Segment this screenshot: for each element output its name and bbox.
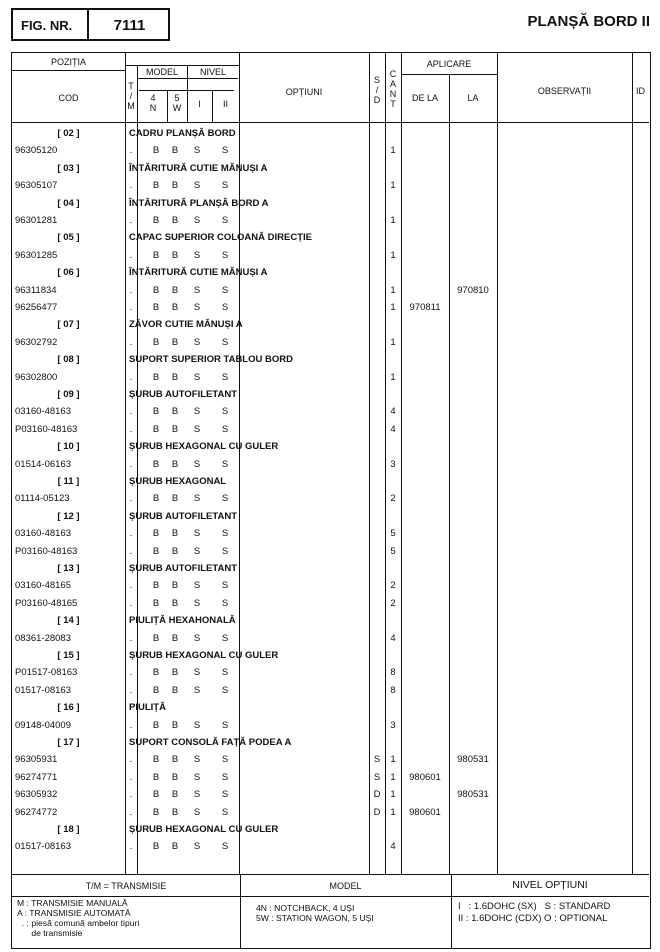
section-name: ȘURUB HEXAGONAL CU GULER	[129, 441, 279, 453]
section-name: ȘURUB AUTOFILETANT	[129, 510, 238, 522]
model-4n-cell: B	[152, 528, 160, 540]
nivel-ii-cell: S	[221, 145, 229, 157]
part-code: 03160-48165	[15, 580, 71, 592]
quantity-cell: 3	[390, 719, 396, 731]
model-4n-cell: B	[152, 493, 160, 505]
date-from-cell: 980601	[409, 806, 441, 818]
model-4n-cell: B	[152, 180, 160, 192]
part-code: 01114-05123	[15, 493, 70, 505]
quantity-cell: 1	[390, 771, 396, 783]
part-code: 08361-28083	[15, 632, 71, 644]
nivel-ii-cell: S	[221, 284, 229, 296]
date-from-cell: 970811	[409, 302, 441, 313]
model-4n-cell: B	[152, 719, 160, 731]
nivel-ii-cell: S	[221, 806, 229, 818]
quantity-cell: 1	[390, 249, 396, 261]
model-5w-cell: B	[171, 215, 179, 226]
part-code: P03160-48165	[15, 597, 78, 609]
position-number: [ 16 ]	[57, 702, 80, 714]
col-aplicare: APLICARE	[426, 59, 472, 69]
quantity-cell: 1	[390, 371, 396, 383]
model-5w-cell: B	[171, 806, 179, 818]
model-4n-cell: B	[152, 597, 160, 609]
nivel-ii-cell: S	[221, 215, 229, 226]
nivel-ii-cell: S	[221, 632, 229, 644]
part-code: 96302800	[15, 371, 58, 383]
quantity-cell: 1	[390, 180, 396, 192]
part-code: 96301281	[15, 215, 58, 226]
nivel-ii-cell: S	[221, 789, 229, 801]
col-nivel: NIVEL	[199, 67, 226, 77]
model-5w-cell: B	[171, 336, 179, 348]
footer-header-line	[12, 896, 649, 897]
model-4n-cell: B	[152, 336, 160, 348]
transmission-cell: .	[129, 302, 133, 313]
nivel-i-cell: S	[193, 771, 201, 783]
position-number: [ 18 ]	[57, 824, 80, 835]
model-5w-cell: B	[171, 789, 179, 801]
quantity-cell: 4	[390, 406, 396, 418]
part-code: 96301285	[15, 249, 58, 261]
part-code: 96305120	[15, 145, 58, 157]
part-code: 01517-08163	[15, 684, 71, 696]
model-5w-cell: B	[171, 423, 179, 435]
col-la: LA	[467, 93, 479, 103]
sd-cell: D	[373, 789, 381, 801]
transmission-cell: .	[129, 528, 133, 540]
model-5w-cell: B	[171, 684, 179, 696]
nivel-i-cell: S	[193, 423, 201, 435]
transmission-cell: .	[129, 336, 133, 348]
model-4n-cell: B	[152, 667, 160, 679]
model-4n-cell: B	[152, 841, 160, 853]
col-sd-2: /	[375, 85, 379, 95]
col-pozitia: POZIȚIA	[50, 57, 86, 67]
quantity-cell: 8	[390, 684, 396, 696]
part-code: 96305931	[15, 754, 58, 766]
quantity-cell: 4	[390, 423, 396, 435]
col-cod: COD	[58, 93, 79, 103]
transmission-cell: .	[129, 754, 133, 766]
nivel-ii-cell: S	[221, 336, 229, 348]
section-name: ȘURUB HEXAGONAL CU GULER	[129, 824, 279, 835]
col-tm-3: M	[127, 101, 135, 111]
part-code: 09148-04009	[15, 719, 71, 731]
parts-table	[11, 52, 651, 949]
part-code: P01517-08163	[15, 667, 78, 679]
nivel-i-cell: S	[193, 249, 201, 261]
nivel-i-cell: S	[193, 493, 201, 505]
position-number: [ 09 ]	[57, 389, 80, 400]
nivel-ii-cell: S	[221, 771, 229, 783]
transmission-cell: .	[129, 789, 133, 801]
nivel-i-cell: S	[193, 719, 201, 731]
model-5w-cell: B	[171, 249, 179, 261]
part-code: 96256477	[15, 302, 58, 313]
grid-line	[239, 53, 240, 874]
quantity-cell: 1	[390, 806, 396, 818]
nivel-ii-cell: S	[221, 406, 229, 418]
nivel-i-cell: S	[193, 754, 201, 766]
footer-tm-line-4: de transmisie	[17, 928, 83, 938]
position-number: [ 02 ]	[57, 128, 80, 139]
model-5w-cell: B	[171, 632, 179, 644]
position-number: [ 17 ]	[57, 737, 80, 748]
section-name: ZĂVOR CUTIE MĂNUȘI A	[129, 319, 243, 331]
col-tm-1: T	[128, 81, 134, 91]
position-number: [ 15 ]	[57, 650, 80, 661]
nivel-ii-cell: S	[221, 719, 229, 731]
nivel-i-cell: S	[193, 684, 201, 696]
transmission-cell: .	[129, 771, 133, 783]
nivel-i-cell: S	[193, 545, 201, 557]
grid-line	[125, 65, 239, 66]
quantity-cell: 3	[390, 458, 396, 470]
model-4n-cell: B	[152, 458, 160, 470]
col-de-la: DE LA	[411, 93, 438, 103]
part-code: 96302792	[15, 336, 58, 348]
nivel-i-cell: S	[193, 302, 201, 313]
section-name: SUPORT CONSOLĂ FAȚĂ PODEA A	[129, 737, 292, 748]
model-4n-cell: B	[152, 580, 160, 592]
part-code: 01514-06163	[15, 458, 71, 470]
grid-line	[137, 65, 138, 874]
model-5w-cell: B	[171, 302, 179, 313]
quantity-cell: 1	[390, 302, 396, 313]
model-5w-cell: B	[171, 180, 179, 192]
col-cant-1: C	[389, 69, 397, 79]
grid-line	[632, 53, 633, 874]
col-sd	[369, 75, 385, 105]
footer-nivel-line-2: II : 1.6DOHC (CDX) O : OPTIONAL	[458, 913, 608, 924]
part-code: P03160-48163	[15, 423, 78, 435]
nivel-ii-cell: S	[221, 545, 229, 557]
part-code: P03160-48163	[15, 545, 78, 557]
position-number: [ 05 ]	[57, 232, 80, 244]
sd-cell: S	[373, 754, 381, 766]
grid-line	[497, 53, 498, 874]
nivel-i-cell: S	[193, 371, 201, 383]
part-code: 96305932	[15, 789, 58, 801]
model-4n-cell: B	[152, 754, 160, 766]
quantity-cell: 1	[390, 215, 396, 226]
quantity-cell: 2	[390, 580, 396, 592]
grid-line	[401, 53, 402, 874]
nivel-i-cell: S	[193, 215, 201, 226]
col-tm-2: /	[129, 91, 133, 101]
quantity-cell: 5	[390, 528, 396, 540]
footer-tm-line-2: A : TRANSMISIE AUTOMATĂ	[17, 908, 131, 918]
transmission-cell: .	[129, 667, 133, 679]
quantity-cell: 1	[390, 789, 396, 801]
col-observatii: OBSERVAȚII	[537, 86, 592, 96]
model-5w-cell: B	[171, 719, 179, 731]
model-5w-cell: B	[171, 458, 179, 470]
section-name: CAPAC SUPERIOR COLOANĂ DIRECȚIE	[129, 232, 312, 244]
quantity-cell: 2	[390, 597, 396, 609]
transmission-cell: .	[129, 249, 133, 261]
nivel-i-cell: S	[193, 841, 201, 853]
footer-top-line	[12, 874, 649, 875]
part-code: 96274771	[15, 771, 58, 783]
nivel-ii-cell: S	[221, 667, 229, 679]
transmission-cell: .	[129, 458, 133, 470]
transmission-cell: .	[129, 145, 133, 157]
transmission-cell: .	[129, 215, 133, 226]
quantity-cell: 4	[390, 841, 396, 853]
col-cant-4: T	[390, 99, 396, 109]
quantity-cell: 1	[390, 754, 396, 766]
model-4n-cell: B	[152, 302, 160, 313]
date-from-cell: 980601	[409, 771, 441, 783]
nivel-ii-cell: S	[221, 371, 229, 383]
section-name: ÎNTĂRITURĂ PLANȘĂ BORD A	[129, 197, 269, 209]
transmission-cell: .	[129, 719, 133, 731]
part-code: 96311834	[15, 284, 57, 296]
transmission-cell: .	[129, 284, 133, 296]
nivel-ii-cell: S	[221, 180, 229, 192]
model-5w-cell: B	[171, 406, 179, 418]
nivel-i-cell: S	[193, 806, 201, 818]
nivel-ii-cell: S	[221, 580, 229, 592]
part-code: 03160-48163	[15, 528, 71, 540]
section-name: SUPORT SUPERIOR TABLOU BORD	[129, 354, 293, 366]
position-number: [ 11 ]	[57, 476, 80, 487]
col-model-5w	[167, 93, 187, 113]
section-name: ȘURUB AUTOFILETANT	[129, 389, 238, 400]
nivel-i-cell: S	[193, 180, 201, 192]
nivel-i-cell: S	[193, 145, 201, 157]
col-nivel-ii: II	[222, 99, 228, 109]
quantity-cell: 5	[390, 545, 396, 557]
col-model-4n	[139, 93, 167, 113]
grid-line	[369, 53, 370, 874]
header-bottom-line	[12, 122, 649, 123]
col-model-4n-2: N	[149, 103, 157, 113]
sd-cell: S	[373, 771, 381, 783]
position-number: [ 10 ]	[57, 441, 80, 453]
col-optiuni: OPȚIUNI	[285, 87, 323, 97]
transmission-cell: .	[129, 632, 133, 644]
model-4n-cell: B	[152, 284, 160, 296]
model-5w-cell: B	[171, 145, 179, 157]
position-number: [ 04 ]	[57, 197, 80, 209]
transmission-cell: .	[129, 580, 133, 592]
part-code: 01517-08163	[15, 841, 71, 853]
nivel-ii-cell: S	[221, 302, 229, 313]
quantity-cell: 1	[390, 284, 396, 296]
model-4n-cell: B	[152, 249, 160, 261]
model-4n-cell: B	[152, 789, 160, 801]
col-model-5w-1: 5	[174, 93, 180, 103]
sd-cell: D	[373, 806, 381, 818]
footer-model-line-2: 5W : STATION WAGON, 5 UȘI	[256, 913, 374, 923]
footer-nivel-line-1: I : 1.6DOHC (SX) S : STANDARD	[458, 901, 611, 912]
model-4n-cell: B	[152, 771, 160, 783]
model-5w-cell: B	[171, 771, 179, 783]
transmission-cell: .	[129, 841, 133, 853]
nivel-ii-cell: S	[221, 684, 229, 696]
position-number: [ 08 ]	[57, 354, 80, 366]
quantity-cell: 2	[390, 493, 396, 505]
section-name: ȘURUB HEXAGONAL	[129, 476, 227, 487]
model-5w-cell: B	[171, 580, 179, 592]
part-code: 96274772	[15, 806, 58, 818]
figure-number-box	[11, 8, 170, 41]
col-model-5w-2: W	[172, 103, 182, 113]
nivel-ii-cell: S	[221, 458, 229, 470]
position-number: [ 14 ]	[57, 615, 80, 627]
section-name: ÎNTĂRITURĂ CUTIE MĂNUȘI A	[129, 162, 268, 174]
nivel-ii-cell: S	[221, 841, 229, 853]
model-4n-cell: B	[152, 215, 160, 226]
quantity-cell: 4	[390, 632, 396, 644]
section-name: PIULIȚĂ	[129, 702, 166, 714]
grid-line	[12, 70, 125, 71]
col-cant-2: A	[389, 79, 396, 89]
part-code: 96305107	[15, 180, 58, 192]
date-to-cell: 980531	[457, 789, 489, 801]
position-number: [ 07 ]	[57, 319, 80, 331]
model-4n-cell: B	[152, 545, 160, 557]
position-number: [ 12 ]	[57, 510, 80, 522]
model-5w-cell: B	[171, 841, 179, 853]
model-5w-cell: B	[171, 528, 179, 540]
page-title: PLANȘĂ BORD II	[527, 13, 650, 30]
model-5w-cell: B	[171, 545, 179, 557]
nivel-ii-cell: S	[221, 528, 229, 540]
model-5w-cell: B	[171, 597, 179, 609]
footer-model-title: MODEL	[329, 881, 362, 891]
date-to-cell: 980531	[457, 754, 489, 766]
section-name: ȘURUB HEXAGONAL CU GULER	[129, 650, 279, 661]
model-4n-cell: B	[152, 371, 160, 383]
footer-tm-title: T/M = TRANSMISIE	[85, 881, 167, 891]
model-5w-cell: B	[171, 371, 179, 383]
nivel-ii-cell: S	[221, 249, 229, 261]
nivel-i-cell: S	[193, 597, 201, 609]
col-cant-3: N	[389, 89, 397, 99]
nivel-i-cell: S	[193, 667, 201, 679]
quantity-cell: 1	[390, 145, 396, 157]
nivel-i-cell: S	[193, 336, 201, 348]
nivel-ii-cell: S	[221, 493, 229, 505]
model-5w-cell: B	[171, 754, 179, 766]
nivel-i-cell: S	[193, 406, 201, 418]
figure-number: 7111	[113, 17, 146, 34]
col-id: ID	[636, 86, 645, 96]
nivel-i-cell: S	[193, 458, 201, 470]
position-number: [ 13 ]	[57, 563, 80, 574]
quantity-cell: 8	[390, 667, 396, 679]
model-5w-cell: B	[171, 667, 179, 679]
footer-tm-line-3: . : piesă comună ambelor tipuri	[17, 918, 140, 928]
footer-nivel-title: NIVEL OPȚIUNI	[512, 879, 588, 891]
model-4n-cell: B	[152, 145, 160, 157]
model-4n-cell: B	[152, 632, 160, 644]
model-4n-cell: B	[152, 423, 160, 435]
transmission-cell: .	[129, 806, 133, 818]
col-sd-3: D	[373, 95, 381, 105]
footer-tm-line-1: M : TRANSMISIE MANUALĂ	[17, 898, 128, 908]
footer-model-line-1: 4N : NOTCHBACK, 4 UȘI	[256, 903, 355, 913]
nivel-i-cell: S	[193, 284, 201, 296]
date-to-cell: 970810	[457, 284, 489, 296]
nivel-i-cell: S	[193, 789, 201, 801]
model-4n-cell: B	[152, 406, 160, 418]
figure-label: FIG. NR.	[21, 18, 73, 33]
section-name: ÎNTĂRITURĂ CUTIE MĂNUȘI A	[129, 267, 268, 279]
col-model: MODEL	[145, 67, 178, 77]
transmission-cell: .	[129, 684, 133, 696]
quantity-cell: 1	[390, 336, 396, 348]
col-tm	[125, 81, 137, 111]
transmission-cell: .	[129, 180, 133, 192]
position-number: [ 03 ]	[57, 162, 80, 174]
nivel-i-cell: S	[193, 528, 201, 540]
section-name: CADRU PLANȘĂ BORD	[129, 128, 236, 139]
col-model-4n-1: 4	[150, 93, 156, 103]
transmission-cell: .	[129, 493, 133, 505]
col-nivel-i: I	[198, 99, 201, 109]
section-name: ȘURUB AUTOFILETANT	[129, 563, 238, 574]
position-number: [ 06 ]	[57, 267, 80, 279]
nivel-ii-cell: S	[221, 597, 229, 609]
transmission-cell: .	[129, 597, 133, 609]
transmission-cell: .	[129, 423, 133, 435]
nivel-ii-cell: S	[221, 423, 229, 435]
nivel-i-cell: S	[193, 632, 201, 644]
col-cant	[385, 69, 401, 109]
transmission-cell: .	[129, 371, 133, 383]
model-5w-cell: B	[171, 284, 179, 296]
transmission-cell: .	[129, 406, 133, 418]
section-name: PIULIȚĂ HEXAHONALĂ	[129, 615, 236, 627]
col-sd-1: S	[373, 75, 380, 85]
model-4n-cell: B	[152, 684, 160, 696]
transmission-cell: .	[129, 545, 133, 557]
part-code: 03160-48163	[15, 406, 71, 418]
nivel-ii-cell: S	[221, 754, 229, 766]
model-4n-cell: B	[152, 806, 160, 818]
model-5w-cell: B	[171, 493, 179, 505]
nivel-i-cell: S	[193, 580, 201, 592]
